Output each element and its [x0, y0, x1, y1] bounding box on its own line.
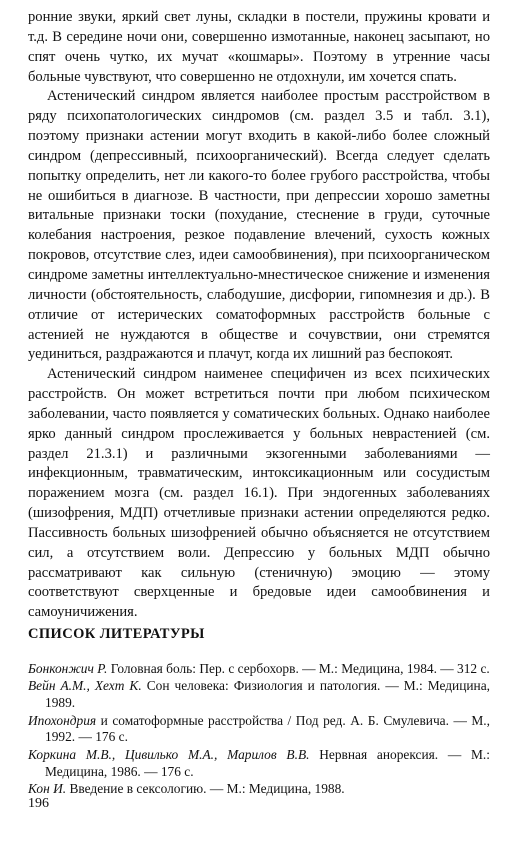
reference-text: Введение в сексологию. — М.: Медицина, 1988.: [66, 780, 345, 796]
reference-item: [28, 661, 490, 678]
reference-author: Ипохондрия: [28, 712, 97, 728]
reference-item: [28, 678, 490, 712]
reference-item: [28, 781, 490, 798]
reference-text: Головная боль: Пер. с сербохорв. — М.: Медицина, 1984. — 312 с.: [107, 661, 490, 676]
paragraph-3: Астенический синдром наименее специфичен из всех психических расстройств. Он может встретиться почти при любом психическом заболевании, часто появляется у соматических больных. Однако наиболее ярко данный синдром прослеживается у больных неврастенией (см. раздел 21.3.1) и различными экзогенными заболеваниями — инфекционным, травматическим, интоксикационным или сосудистым поражением мозга (см. раздел 16.1). При эндогенных заболеваниях (шизофрения, МДП) отчетливые признаки астении определяются редко. Пассивность больных шизофренией обычно объясняется не отсутствием сил, а отсутствием воли. Депрессию у больных МДП обычно рассматривают как сильную (стеничную) эмоцию — этому соответствуют сверхценные и бредовые идеи самообвинения и самоуничижения.: [28, 366, 490, 621]
reference-text: Нервная анорексия. — М.: Медицина, 1986. — 176 с.: [45, 746, 491, 779]
reference-text: Сон человека: Физиология и патология. — М.: Медицина, 1989.: [45, 678, 490, 711]
reference-item: [28, 713, 490, 747]
page-body: [28, 8, 490, 623]
reference-text: и соматоформные расстройства / Под ред. А. Б. Смулевича. — М., 1992. — 176 с.: [45, 712, 490, 745]
page-number: 196: [28, 796, 49, 811]
reference-author: Вейн А.М., Хехт К.: [28, 678, 142, 694]
reference-author: Коркина М.В., Цивилько М.А., Марилов В.В.: [28, 746, 310, 762]
references-heading: СПИСОК ЛИТЕРАТУРЫ: [28, 626, 205, 642]
reference-author: Кон И.: [28, 780, 67, 796]
reference-author: Бонконжич Р.: [28, 661, 108, 676]
paragraph-2: Астенический синдром является наиболее простым расстройством в ряду психопатологических синдромов (см. раздел 3.5 и табл. 3.1), поэтому признаки астении могут входить в какой-либо более сложный синдром (депрессивный, психоорганический). Всегда следует сделать попытку определить, нет ли какого-то более грубого расстройства, чтобы не ошибиться в диагнозе. В частности, при депрессии хорошо заметны витальные признаки тоски (похудание, стеснение в груди, суточные колебания настроения, резкое подавление влечений, сухость кожных покровов, отсутствие слез, идеи самообвинения), при психоорганическом синдроме заметны интеллектуально-мнестическое снижение и изменения личности (обстоятельность, слабодушие, дисфории, гипомнезия и др.). В отличие от истерических соматоформных расстройств больные с астенией не нуждаются в обществе и сочувствии, они стремятся уединиться, раздражаются и плачут, когда их лишний раз беспокоят.: [28, 88, 490, 363]
body-text: [28, 8, 490, 623]
reference-item: [28, 747, 490, 781]
reference-list: [28, 661, 490, 798]
paragraph-1: ронние звуки, яркий свет луны, складки в постели, пружины кровати и т.д. В середине ночи они, совершенно измотанные, наконец засыпают, но спят очень чутко, их мучат «кошмары». Поэтому в утренние часы больные чувствуют, что совершенно не отдохнули, им хочется спать.: [28, 9, 490, 85]
